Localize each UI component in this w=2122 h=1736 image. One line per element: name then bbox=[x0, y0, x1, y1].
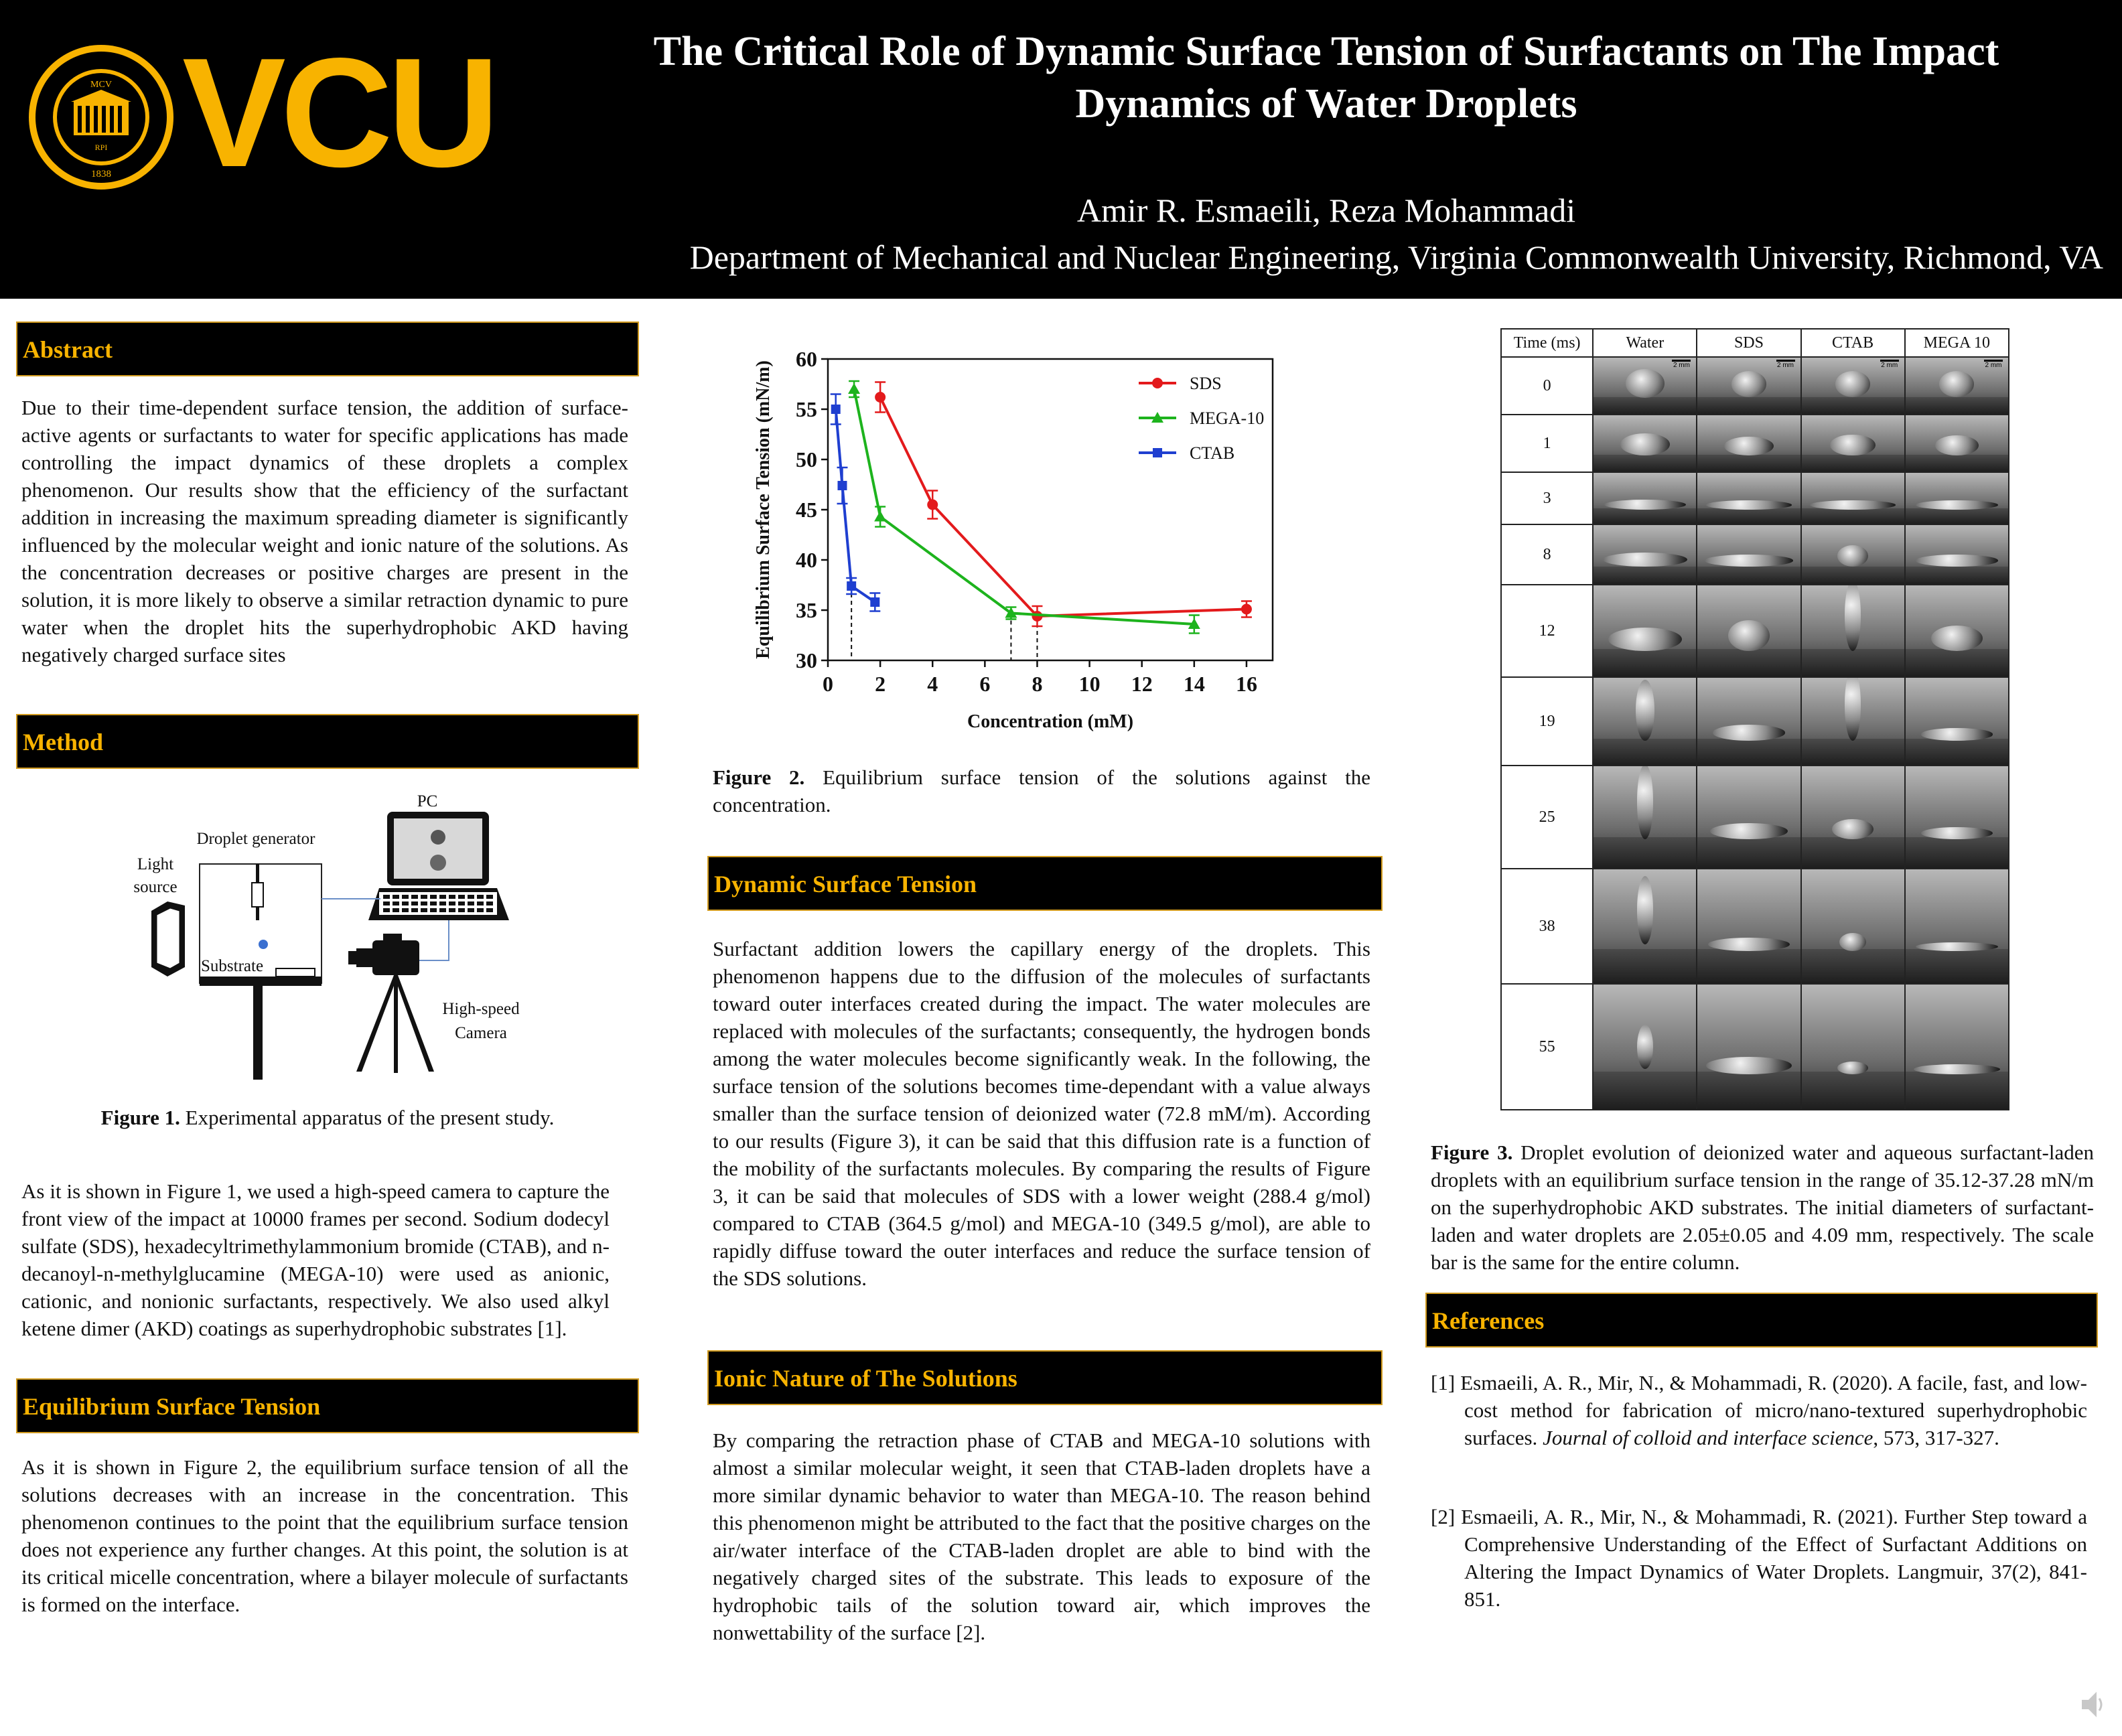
figure3-row bbox=[1501, 677, 2009, 766]
substrate-shadow bbox=[1594, 649, 1696, 676]
data-point-ctab bbox=[870, 597, 879, 607]
time-cell: 3 bbox=[1501, 472, 1593, 524]
substrate-shadow bbox=[1802, 397, 1904, 414]
data-point-ctab bbox=[847, 581, 856, 591]
method-text: As it is shown in Figure 1, we used a high-speed camera to capture the front view of the impact at 10000 frames per second. Sodium dodecyl sulfate (SDS), hexadecyltrimethylammonium bromide (CTAB), and n-decanoyl-n-methylglucamine (MEGA-10) were used as anionic, cationic, and nonionic surfactants, respectively. We also used alkyl ketene dimer (AKD) coatings as superhydrophobic substrates [1]. bbox=[21, 1179, 610, 1340]
svg-text:RPI: RPI bbox=[94, 143, 108, 152]
substrate-shadow bbox=[1594, 837, 1696, 868]
droplet-shape bbox=[1931, 626, 1983, 651]
droplet-image bbox=[1801, 524, 1905, 585]
droplet-image bbox=[1801, 984, 1905, 1110]
x-tick-label: 10 bbox=[1078, 672, 1101, 696]
legend-label-mega-10: MEGA-10 bbox=[1190, 409, 1265, 428]
figure3-row bbox=[1501, 766, 2009, 869]
substrate-shadow bbox=[1697, 397, 1800, 414]
poster-header bbox=[0, 0, 2122, 299]
affiliation: Department of Mechanical and Nuclear Engineering, Virginia Commonwealth University, Richmond, VA bbox=[689, 238, 2103, 276]
figure3-row bbox=[1501, 472, 2009, 524]
poster-title: The Critical Role of Dynamic Surface Tension of Surfactants on The Impact Dynamics of Water Droplets bbox=[653, 29, 1999, 127]
col-header-ctab: CTAB bbox=[1801, 329, 1905, 357]
droplet-image bbox=[1905, 524, 2009, 585]
figure2-caption: Figure 2. Equilibrium surface tension of the solutions against the concentration. bbox=[713, 766, 1371, 816]
droplet-shape bbox=[1713, 725, 1784, 740]
droplet-shape bbox=[1637, 1025, 1654, 1070]
dynamic-text: Surfactant addition lowers the capillary energy of the droplets. This phenomenon happens due to the diffusion of the molecules of surfactants toward outer interfaces created during the impact. The water molecules are replaced with molecules of the surfactants; consequently, the hydrogen bonds among the water molecules become significantly weak. In the following, the surface tension of the solutions becomes time-dependant with a value always smaller than the surface tension of deionized water (72.8 mM/m). According to our results (Figure 3), it can be said that this diffusion rate is a function of the mobility of the surfactants molecules. By comparing the results of Figure 3, it can be said that molecules of SDS with a lower weight (288.4 g/mol) compared to CTAB (364.5 g/mol) and MEGA-10 (349.5 g/mol), are able to rapidly diffuse toward the outer interfaces and reduce the surface tension of the SDS solutions. bbox=[713, 937, 1370, 1290]
svg-text:source: source bbox=[133, 878, 178, 896]
vcu-wordmark: VCU bbox=[182, 26, 494, 200]
droplet-image bbox=[1593, 472, 1697, 524]
time-cell: 8 bbox=[1501, 524, 1593, 585]
droplet-image bbox=[1697, 415, 1800, 472]
droplet-shape bbox=[1935, 435, 1978, 455]
y-axis-label: Equilibrium Surface Tension (mN/m) bbox=[753, 360, 774, 659]
authors: Amir R. Esmaeili, Reza Mohammadi bbox=[1076, 192, 1576, 229]
droplet-shape bbox=[1724, 437, 1773, 456]
dynamic-heading: Dynamic Surface Tension bbox=[707, 856, 1383, 911]
vcu-seal-logo bbox=[27, 43, 175, 192]
time-cell: 38 bbox=[1501, 869, 1593, 984]
figure3-caption: Figure 3. Droplet evolution of deionized water and aqueous surfactant-laden droplets with an equilibrium surface tension in the range of 35.12-37.28 mN/m on the superhydrophobic AKD substrates. The initial diameters of surfactant-laden and water droplets are 2.05±0.05 and 4.09 mm, respectively. The scale bar is the same for the entire column. bbox=[1431, 1141, 2094, 1274]
droplet-image bbox=[1905, 415, 2009, 472]
substrate-shadow bbox=[1906, 1072, 2008, 1109]
droplet-shape bbox=[1939, 371, 1974, 397]
figure3-row bbox=[1501, 869, 2009, 984]
substrate-shadow bbox=[1697, 567, 1800, 584]
x-tick-label: 4 bbox=[927, 672, 938, 696]
droplet-image bbox=[1905, 984, 2009, 1110]
droplet-shape bbox=[1705, 555, 1793, 567]
substrate-shadow bbox=[1802, 567, 1904, 584]
y-tick-label: 45 bbox=[796, 498, 817, 522]
substrate-shadow bbox=[1802, 1072, 1904, 1109]
y-tick-label: 60 bbox=[796, 347, 817, 371]
droplet-shape bbox=[1728, 620, 1769, 651]
droplet-shape bbox=[1832, 819, 1873, 839]
references-heading: References bbox=[1425, 1293, 2098, 1348]
droplet-image bbox=[1697, 472, 1800, 524]
substrate-shadow bbox=[1906, 397, 2008, 414]
droplet-image bbox=[1905, 357, 2009, 415]
substrate-shadow bbox=[1594, 508, 1696, 524]
substrate-shadow bbox=[1802, 508, 1904, 524]
reference-2: [2] Esmaeili, A. R., Mir, N., & Mohammadi, R. (2021). Further Step toward a Comprehensive Understanding of the Effect of Surfactant Additions on Altering the Impact Dynamics of Water Droplets. Langmuir, 37(2), 841-851. bbox=[1431, 1505, 2087, 1611]
x-tick-label: 2 bbox=[875, 672, 886, 696]
abstract-text: Due to their time-dependent surface tension, the addition of surface-active agents or surfactants to water for specific applications has made controlling the impact dynamics of these droplets a complex phenomenon. Our results show that the efficiency of the surfactant addition in increasing the maximum spreading diameter is significantly influenced by the molecular weight and ionic nature of the solutions. As the concentration decreases or positive charges are present in the solution, it is more likely to observe a similar retraction dynamic to pure water when the droplet hits the superhydrophobic AKD having negatively charged surface sites bbox=[21, 396, 628, 666]
droplet-shape bbox=[1731, 371, 1766, 397]
droplet-image bbox=[1801, 869, 1905, 984]
droplet-image bbox=[1593, 415, 1697, 472]
col-header-water: Water bbox=[1593, 329, 1697, 357]
droplet-image bbox=[1593, 869, 1697, 984]
data-point-ctab bbox=[831, 405, 841, 414]
substrate-shadow bbox=[1594, 1072, 1696, 1109]
y-tick-label: 35 bbox=[796, 598, 817, 622]
droplet-shape bbox=[1810, 500, 1896, 510]
scale-bar: 2 mm bbox=[1672, 360, 1691, 369]
substrate-shadow bbox=[1594, 455, 1696, 472]
substrate-shadow bbox=[1697, 949, 1800, 983]
svg-text:MCV: MCV bbox=[90, 80, 112, 90]
time-cell: 0 bbox=[1501, 357, 1593, 415]
y-tick-label: 50 bbox=[796, 447, 817, 472]
droplet-image bbox=[1697, 357, 1800, 415]
droplet-shape bbox=[1916, 500, 1998, 510]
time-cell: 25 bbox=[1501, 766, 1593, 869]
scale-bar: 2 mm bbox=[1984, 360, 2003, 369]
time-cell: 55 bbox=[1501, 984, 1593, 1110]
col-header-mega10: MEGA 10 bbox=[1905, 329, 2009, 357]
svg-text:PC: PC bbox=[417, 792, 438, 810]
substrate-shadow bbox=[1697, 837, 1800, 868]
droplet-image bbox=[1801, 766, 1905, 869]
equilibrium-heading: Equilibrium Surface Tension bbox=[16, 1378, 639, 1433]
figure3-row bbox=[1501, 984, 2009, 1110]
droplet-image bbox=[1697, 766, 1800, 869]
droplet-image bbox=[1593, 524, 1697, 585]
data-point-mega-10 bbox=[874, 511, 886, 522]
legend-marker-sds bbox=[1152, 378, 1163, 388]
droplet-shape bbox=[1921, 728, 1993, 740]
x-tick-label: 0 bbox=[823, 672, 833, 696]
time-cell: 12 bbox=[1501, 585, 1593, 677]
substrate-shadow bbox=[1594, 949, 1696, 983]
y-tick-label: 40 bbox=[796, 548, 817, 572]
figure3-row bbox=[1501, 415, 2009, 472]
substrate-shadow bbox=[1697, 1072, 1800, 1109]
x-tick-label: 8 bbox=[1032, 672, 1043, 696]
droplet-image bbox=[1801, 472, 1905, 524]
droplet-image bbox=[1697, 585, 1800, 677]
svg-text:Droplet generator: Droplet generator bbox=[196, 830, 315, 848]
x-axis-label: Concentration (mM) bbox=[967, 711, 1134, 732]
series-line-ctab bbox=[836, 409, 875, 602]
figure1-caption: Figure 1. Experimental apparatus of the present study. bbox=[100, 1106, 555, 1129]
droplet-image bbox=[1801, 415, 1905, 472]
droplet-shape bbox=[1706, 500, 1792, 510]
droplet-shape bbox=[1830, 435, 1875, 456]
droplet-image bbox=[1593, 984, 1697, 1110]
equilibrium-text: As it is shown in Figure 2, the equilibrium surface tension of all the solutions decreases with an increase in the concentration. This phenomenon continues to the point that the equilibrium surface tension does not experience any further changes. At this point, the solution is at its critical micelle concentration, where a bilayer molecule of surfactants is formed on the interface. bbox=[21, 1455, 628, 1616]
droplet-image bbox=[1593, 677, 1697, 766]
x-tick-label: 12 bbox=[1131, 672, 1153, 696]
reference-1: [1] Esmaeili, A. R., Mir, N., & Mohammadi, R. (2020). A facile, fast, and low-cost method for fabrication of micro/nano-textured superhydrophobic surfaces. Journal of colloid and interface science, 573, 317-327. bbox=[1431, 1371, 2087, 1449]
data-point-mega-10 bbox=[848, 383, 860, 394]
y-tick-label: 55 bbox=[796, 397, 817, 421]
substrate-shadow bbox=[1906, 567, 2008, 584]
ionic-heading: Ionic Nature of The Solutions bbox=[707, 1350, 1383, 1405]
droplet-evolution-figure bbox=[1500, 328, 2009, 1118]
speaker-icon[interactable] bbox=[2079, 1688, 2106, 1721]
droplet-shape bbox=[1637, 766, 1654, 839]
substrate-shadow bbox=[1697, 508, 1800, 524]
substrate-shadow bbox=[1802, 739, 1904, 765]
droplet-image bbox=[1697, 869, 1800, 984]
droplet-image bbox=[1593, 357, 1697, 415]
data-point-ctab bbox=[837, 481, 847, 490]
substrate-shadow bbox=[1906, 949, 2008, 983]
scale-bar: 2 mm bbox=[1776, 360, 1795, 369]
droplet-image bbox=[1593, 585, 1697, 677]
equilibrium-surface-tension-chart bbox=[737, 335, 1313, 750]
droplet-shape bbox=[1608, 628, 1682, 651]
substrate-shadow bbox=[1697, 739, 1800, 765]
substrate-shadow bbox=[1697, 649, 1800, 676]
method-heading: Method bbox=[16, 714, 639, 769]
substrate-shadow bbox=[1697, 455, 1800, 472]
svg-text:Camera: Camera bbox=[455, 1024, 507, 1042]
substrate-shadow bbox=[1802, 837, 1904, 868]
substrate-shadow bbox=[1802, 649, 1904, 676]
svg-text:1838: 1838 bbox=[91, 169, 111, 179]
data-point-sds bbox=[927, 500, 938, 510]
droplet-shape bbox=[1626, 369, 1665, 399]
scale-bar: 2 mm bbox=[1880, 360, 1899, 369]
legend-label-sds: SDS bbox=[1190, 374, 1222, 393]
droplet-shape bbox=[1604, 500, 1687, 510]
abstract-heading: Abstract bbox=[16, 321, 639, 376]
ionic-text: By comparing the retraction phase of CTAB and MEGA-10 solutions with almost a similar molecular weight, it seen that CTAB-laden droplets have a more similar dynamic behavior to water than MEGA-10. The reason behind this phenomenon might be attributed to the fact that the positive charges on the air/water interface of the CTAB-laden droplet are able to bind with the negatively charged sites of the substrate. This leads to exposure of the hydrophobic tails of the solution toward air, which improves the nonwettability of the surface [2]. bbox=[713, 1429, 1370, 1644]
droplet-image bbox=[1593, 766, 1697, 869]
y-tick-label: 30 bbox=[796, 648, 817, 672]
experimental-apparatus-figure bbox=[114, 790, 636, 1098]
droplet-image bbox=[1905, 869, 2009, 984]
droplet-image bbox=[1905, 585, 2009, 677]
time-cell: 1 bbox=[1501, 415, 1593, 472]
series-line-mega-10 bbox=[854, 389, 1194, 624]
substrate-shadow bbox=[1594, 397, 1696, 414]
droplet-image bbox=[1697, 984, 1800, 1110]
svg-text:High-speed: High-speed bbox=[442, 1000, 520, 1018]
col-header-sds: SDS bbox=[1697, 329, 1800, 357]
x-tick-label: 16 bbox=[1235, 672, 1257, 696]
droplet-image bbox=[1905, 677, 2009, 766]
data-point-sds bbox=[1241, 604, 1252, 615]
svg-text:Light: Light bbox=[137, 855, 174, 873]
droplet-shape bbox=[1837, 1062, 1868, 1074]
x-tick-label: 14 bbox=[1183, 672, 1205, 696]
substrate-shadow bbox=[1906, 739, 2008, 765]
droplet-image bbox=[1801, 585, 1905, 677]
substrate-shadow bbox=[1906, 837, 2008, 868]
droplet-image bbox=[1801, 677, 1905, 766]
legend-label-ctab: CTAB bbox=[1190, 443, 1235, 463]
legend-marker-ctab bbox=[1153, 448, 1162, 457]
droplet-shape bbox=[1914, 1064, 2000, 1074]
substrate-shadow bbox=[1906, 455, 2008, 472]
droplet-shape bbox=[1845, 678, 1861, 741]
droplet-shape bbox=[1916, 555, 1998, 567]
substrate-shadow bbox=[1906, 649, 2008, 676]
substrate-shadow bbox=[1802, 455, 1904, 472]
col-header-time: Time (ms) bbox=[1501, 329, 1593, 357]
figure3-row bbox=[1501, 585, 2009, 677]
droplet-image bbox=[1905, 766, 2009, 869]
data-point-sds bbox=[875, 392, 886, 403]
figure3-row bbox=[1501, 524, 2009, 585]
droplet-image bbox=[1697, 524, 1800, 585]
substrate-shadow bbox=[1594, 739, 1696, 765]
figure3-row bbox=[1501, 357, 2009, 415]
droplet-image bbox=[1697, 677, 1800, 766]
droplet-shape bbox=[1835, 371, 1870, 397]
droplet-shape bbox=[1637, 876, 1654, 944]
droplet-shape bbox=[1845, 585, 1861, 651]
droplet-shape bbox=[1706, 1057, 1792, 1074]
time-cell: 19 bbox=[1501, 677, 1593, 766]
substrate-shadow bbox=[1802, 949, 1904, 983]
droplet-image bbox=[1905, 472, 2009, 524]
x-tick-label: 6 bbox=[979, 672, 991, 696]
substrate-shadow bbox=[1906, 508, 2008, 524]
droplet-shape bbox=[1837, 545, 1868, 567]
droplet-shape bbox=[1620, 433, 1670, 456]
droplet-shape bbox=[1603, 553, 1687, 567]
droplet-shape bbox=[1636, 680, 1654, 741]
svg-text:Substrate: Substrate bbox=[201, 957, 264, 975]
substrate-shadow bbox=[1594, 567, 1696, 584]
droplet-image bbox=[1801, 357, 1905, 415]
